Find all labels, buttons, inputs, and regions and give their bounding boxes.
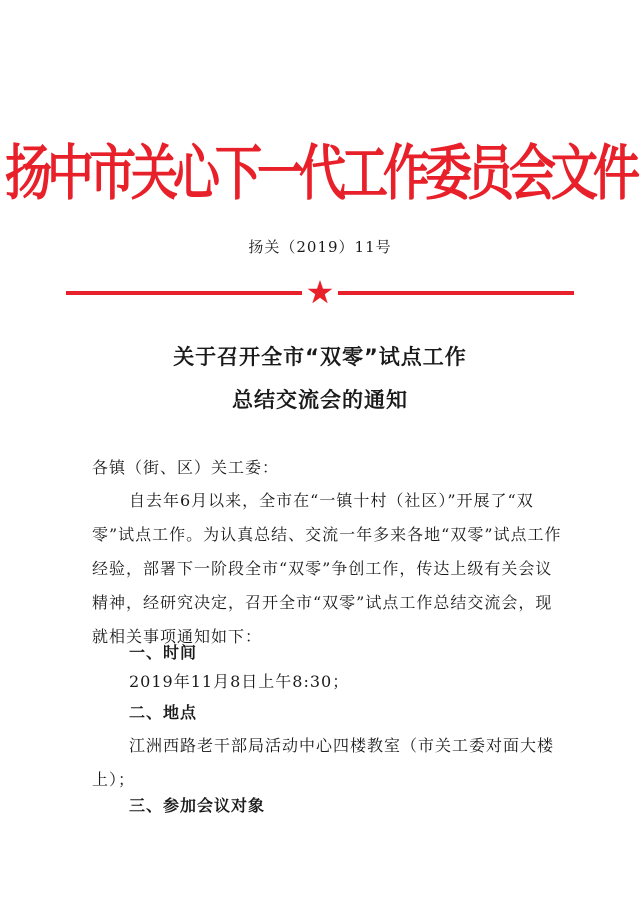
time-value: 2019年11月8日上午8:30； — [129, 672, 350, 691]
red-rule-left — [66, 291, 302, 295]
masthead-title: 扬中市关心下一代工作委员会文件 — [5, 138, 635, 210]
red-star-icon — [307, 279, 333, 305]
notice-title-line1: 关于召开全市“双零”试点工作 — [173, 345, 467, 369]
time-heading: 一、时间 — [129, 643, 198, 662]
red-rule-right — [338, 291, 574, 295]
notice-title-line2: 总结交流会的通知 — [232, 388, 408, 412]
place-value: 江洲西路老干部局活动中心四楼教室（市关工委对面大楼上）； — [92, 736, 555, 789]
place-heading: 二、地点 — [129, 703, 198, 722]
document-number: 扬关（2019）11号 — [248, 238, 392, 256]
intro-paragraph: 自去年6月以来，全市在“一镇十村（社区）”开展了“双零”试点工作。为认真总结、交流一年多来各地“双零”试点工作经验，部署下一阶段全市“双零”争创工作，传达上级有关会议精神，经研究决定，召开全市“双零”试点工作总结交流会，现就相关事项通知如下： — [92, 491, 562, 646]
attendees-heading: 三、参加会议对象 — [129, 796, 266, 815]
salutation: 各镇（街、区）关工委： — [92, 458, 280, 477]
